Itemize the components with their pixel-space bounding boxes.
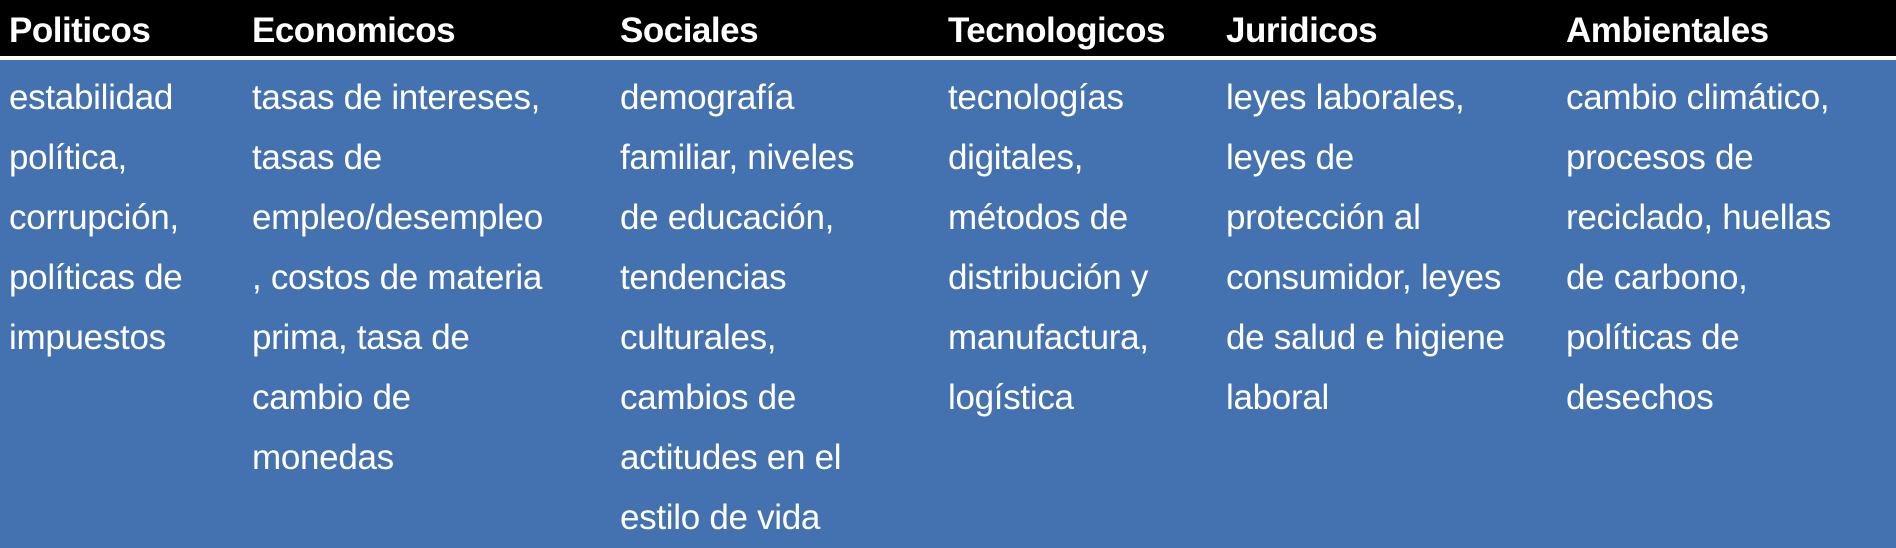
header-tecnologicos: Tecnologicos bbox=[948, 11, 1165, 50]
cell-tecnologicos: tecnologías digitales, métodos de distribución y manufactura, logística bbox=[948, 78, 1149, 417]
header-sociales: Sociales bbox=[620, 11, 759, 50]
header-economicos: Economicos bbox=[252, 11, 456, 50]
header-ambientales: Ambientales bbox=[1566, 11, 1769, 50]
header-politicos: Politicos bbox=[9, 11, 151, 50]
cell-economicos: tasas de intereses, tasas de empleo/desempleo , costos de materia prima, tasa de cambio de monedas bbox=[252, 78, 543, 477]
cell-juridicos: leyes laborales, leyes de protección al consumidor, leyes de salud e higiene laboral bbox=[1226, 78, 1505, 417]
header-juridicos: Juridicos bbox=[1226, 11, 1378, 50]
cell-sociales: demografía familiar, niveles de educación, tendencias culturales, cambios de actitudes en el estilo de vida bbox=[620, 78, 855, 537]
cell-politicos: estabilidad política, corrupción, políticas de impuestos bbox=[9, 78, 183, 357]
cell-ambientales: cambio climático, procesos de reciclado, huellas de carbono, políticas de desechos bbox=[1566, 78, 1832, 417]
